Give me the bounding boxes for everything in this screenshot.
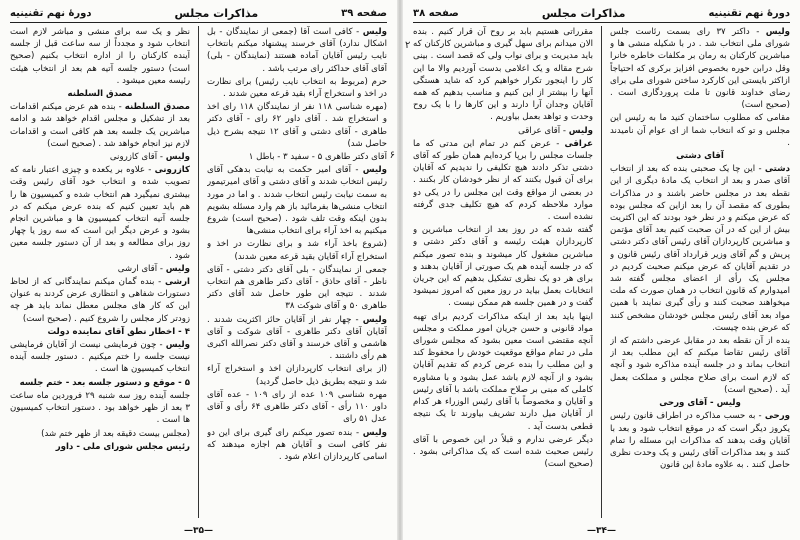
speech-text: آقای کازرونی [109,152,158,163]
transcript-paragraph [207,101,387,150]
transcript-paragraph [413,224,593,309]
speech-text: بنده گمان میکنم نمایندگانی که از لحاظ دستورات شفاهی و انتظاری عرض کردند به عنوان این که کار های مجلس معطل نماند باید هر چه زودتر کار مجلس را شروع کنیم . (صحیح است) [10,277,190,324]
transcript-paragraph [413,311,593,433]
speech-text: کافی است آقا (جمعی از نمایندگان - بل اشکال ندارد) آقای خرسند پیشنهاد میکنم بانتخاب نایب رئیس آقایان آماده هستند (نمایندگان - بلی) آقای آقای حداکثر رای مرتب باشد . [207,27,387,74]
transcript-paragraph: ولیس - آقای امیر حکمت به نیابت بدهکی آقای رئیس انتخاب شدند و آقای دشتی و آقای امیرتیمور به سمت نیابت رئیس انتخاب شدند . و اما در مورد انتخاب منشی‌ها بفرمائید باز هم وارد مسئله بشویم بدون اینکه وقت تلف شود . (صحیح است) شروع میکنیم به اخذ آراء برای انتخاب منشی‌ها [207,165,387,237]
speech-text: آقای دکتر طاهری ۵ - سفید ۳ - باطل ۱ [248,152,387,163]
speech-text: آقای عراقی [518,125,561,136]
transcript-paragraph [207,389,387,426]
speaker-name: ولیس [165,263,190,274]
speaker-heading: مصدق السلطنه [67,89,133,100]
speech-text: جلسه آینده روز سه شنبه ۲۹ فروردین ماه ساعت ۳ بعد از ظهر خواهد بود . دستور انتخاب کمیسیون ها است . [10,390,190,426]
speaker-name: ولیس [362,427,387,438]
transcript-paragraph: ولیس - بنده تصور میکنم رای گیری برای این دو نفر کافی است و آقایان هم اجازه میدهند که اسامی کارپردازان اعلام شود . [207,427,387,462]
transcript-paragraph [10,26,190,87]
right-page-title: مذاکرات مجلس [541,6,626,20]
speech-text: این چا یک صحبتی بنده که بعد از انتخاب آقای صدر و بعد از انتخاب یک مادهٔ دیگری از این نقطه بعد در مجلس حاضر باشند و در مذاکرات بطوری که مقصد آن را بعد ازاین که مجلس بوده که عرض میکنم و در نظر خود بودند که این اکثریت بیش از این که در آن صحبت کنیم بعد آقای مؤتمن و مباشرین کارپردازان آقای رئیس آقای دکتر دشتی پریش و گم آقای وزیر قرارداد آقای رئیس قانون و در تقدیم آقایان که عرض میکنم صحبت کردیم در مجلس یک رأی از اعضای مجلس گفته شد امیدوارم که قانون انتخاب در همان صورت که ملت میخواهند صحبت کنند و رأی گیری نمایند با همین مواد بعد آقای رئیس مجلس خودشان مشخص کنند که عرض بنده چیست. [610,164,790,333]
speech-text: نظر و یک سه برای منشی و مباشر لازم است انتخاب شود و مجدداً از سه ساعت قبل از جلسه آینده کارکنان را از اداره انتخاب بکنیم (صحیح است) دستور جلسه آتیه هم بعد از انتخاب هیئت رئیسه معین میشود . [10,27,190,86]
transcript-paragraph: مصدق السلطنه - بنده هم عرض میکنم اقدامات بعد از تشکیل و مجلس اقدام خواهد شد و ادامه مباشرین یک جلسه بعد هم کافی است و اقدامات لازم نیز انجام خواهد شد . (صحیح است) [10,102,190,149]
transcript-paragraph [610,335,790,396]
speaker-name: دشتی [764,164,790,175]
transcript-paragraph: کازرونی - علاوه بر یکعده و چیزی اعتبار نامه که تصویب شده و انتخاب خود آقای رئیس وقت بیشتری نمیگیرد هم انتخاب شده و کمیسیون ها را هم باید تعیین کنیم که بنده عرض میکنم که در جلسه آتیه انتخاب کمیسیون ها و مباشرین انجام بشود و عرض دیگر این است که سه روز یا چهار روز برای مطالعه و بعد از آن دستور جلسه معین شود . [10,165,190,261]
left-page-number-label: صفحه ۳۹ [341,7,387,19]
transcript-paragraph [10,428,190,440]
speech-text: مقامی که مطلوب ساختمان کنید ما به رئیس این مجلس و تو که انتخاب شما از ای عوام آن نامیدند . [610,113,790,148]
transcript-paragraph: ارشی - بنده گمان میکنم نمایندگانی که از لحاظ دستورات شفاهی و انتظاری عرض کردند به عنوان این که کار های مجلس معطل نماند باید هر چه زودتر کار مجلس را شروع کنیم . (صحیح است) [10,277,190,324]
speech-text: علاوه بر یکعده و چیزی اعتبار نامه که تصویب شده و انتخاب خود آقای رئیس وقت بیشتری نمیگیرد هم انتخاب شده و کمیسیون ها را هم باید تعیین کنیم که بنده عرض میکنم که در جلسه آتیه انتخاب کمیسیون ها و مباشرین انجام بشود و عرض دیگر این است که سه روز یا چهار روز برای مطالعه و بعد از آن دستور جلسه معین شود . [10,165,190,261]
speech-text: عرض کنم در تمام این مدتی که ما جلسات مجلس را برپا کرده‌ایم همان طور که آقای دشتی تذکر دادند هیچ تکلیفی را ندیدیم که آقایان برای آن قبول بکنند که از نظر خودشان کار بکنند . در بعضی از مواقع وقت این مجلس را در یکی دو موارد ملاحظه کردم که هیچ تکلیف جدی گرفته نشده است . [413,138,593,223]
speech-text: آقای ارشی [117,263,158,274]
speaker-name: ولیس [362,27,387,37]
speaker-heading: آقای دشتی [676,151,724,162]
left-page-margin-mark: ۶ [389,150,395,161]
right-page [403,0,800,540]
speaker-name: ولیس [165,340,190,351]
right-page-columns [413,26,790,518]
speech-text: جمعی از نمایندگان - بلی آقای دکتر دشتی - آقای ناظر - آقای حاذق - آقای دکتر طاهری هم انتخاب شدند . نتیجه این طور حاصل شد آقای دکتر طاهری ۵۰ و آقای شوکت ۳۸ [207,264,387,312]
transcript-paragraph: ولیس - داکتر ۳۷ رای بسمت رئاست جلس شورای ملی انتخاب شد . در با شکیله منشی ها و مباشرین کارکنان به رمان بر مکلفات خاطره خانرا وقل درابن حوره بخصوص افزایز برکری که احتیاجاً ازاکثر بایستی این کارکرد ساختن شورای ملی برای رضای خداوند قانون تا ملت پروردگاری است . (صحیح است) [610,27,790,111]
speaker-name: ورحی [764,411,790,422]
speaker-name: ولیس [165,152,190,163]
speech-text: بنده از آن نقطه بعد در مقابل عرضی داشتم که از آقای رئیس تقاضا میکنم که این مطلب بعد از انتخاب بماند و در جلسه آینده مذاکره شود و آنچه که لازم است برای صلاح مجلس و مملکت بعمل آید . (صحیح است) [610,336,790,395]
speaker-name: عراقی [564,138,593,149]
speech-text: مقرراتی هستیم بابد بر روح آن قرار کنیم . بنده الان میدانم برای سهل گیری و مباشرین کارکنان که باید مدیریت و برای نواب ولی که قصد است . بینی شرح مقاله و یک اعلامی بدست آوردیم والا ما این کار را اینجور تکرار خواهیم کرد که شاید هستگی آنها را بیشتر از این کنیم و مناسب بدهیم که همه آقایان وجدان آرا دارند و این کارها را با یک روح وحدت و تواهد بعمل بیاوریم . [413,27,593,123]
transcript-paragraph [10,390,190,427]
left-page-column-left [10,26,190,518]
right-page-footer: —۳۴— [587,526,616,536]
transcript-paragraph [207,264,387,313]
column-divider [198,26,199,518]
speaker-name: ولیس [362,314,387,325]
transcript-paragraph [610,112,790,149]
speech-text: دیگر عرضی ندارم و قبلاً در این خصوص با آقای رئیس صحبت شده است که یک مذاکراتی بشود . (صحیح است) [413,434,593,470]
speech-text: گفته شده که در روز بعد از انتخاب مباشرین و کارپردازان هیئت رئیسه و آقای دکتر دشتی و مباشرین مشغول کار میشوند و بنده تصور میکنم که در جلسه آینده هم یک صورتی از آقایان بدهند و برای هر دو یک نظری تشکیل بدهیم که این جریان انتخابات بعمل بیاید در روز معین که امروز نمیشود گفت و در همین جلسه هم ممکن نیست . [413,225,593,309]
speech-text: به حسب مذاکره در اطراف قانون رئیس یکروز دیگر است که در موقع انتخاب شود و بعد با آقایان وقت بدهند که مذاکرات این مسئله را تمام کنند و بعد مذاکرات آقای رئیس و یک وحدت نظری حاصل کنند . به علاوه مادهٔ این قانون [610,411,790,471]
speech-text: (از برای انتخاب کارپردازان اخذ و استخراج آراء شد و نتیجه بطریق ذیل حاصل گردید) [207,364,387,387]
speaker-name: کازرونی [154,165,190,176]
speech-text: (شروع باخذ آراء شد و برای نظارت در اخذ و استخراج آراء آقایان بقید قرعه معین شدند) [207,239,387,262]
left-page-column-right [207,26,387,518]
transcript-paragraph [413,434,593,471]
right-page-issue: دورهٔ نهم تقنینیه [708,7,790,19]
speech-text: (مهره شناسی ۱۱۸ نفر از نمایندگان ۱۱۸ رای اخذ و استخراج شد . آقای داور ۶۲ رای - آقای دکتر طاهری - آقای دشتی و آقای ۱۲ نتیجه بشرح ذیل حاصل شد) [207,102,387,149]
speech-text: آقای امیر حکمت به نیابت بدهکی آقای رئیس انتخاب شدند و آقای دشتی و آقای امیرتیمور به سمت نیابت رئیس انتخاب شدند . و اما در مورد انتخاب منشی‌ها بفرمائید باز هم وارد مسئله بشویم بدون اینکه وقت تلف شود . (صحیح است) شروع میکنیم به اخذ آراء برای انتخاب منشی‌ها [207,165,387,237]
transcript-paragraph: ولیس - آقای کازرونی [109,152,190,163]
speech-text: حرم (مربوط به انتخاب نایب رئیس) برای نظارت در اخذ و استخراج آراء بقید قرعه معین شدند . [207,76,387,100]
transcript-paragraph: ورحی - به حسب مذاکره در اطراف قانون رئیس یکروز دیگر است که در موقع انتخاب شود و بعد با آقایان وقت بدهند که مذاکرات این مسئله را تمام کنند و بعد مذاکرات آقای رئیس و یک وحدت نظری حاصل کنند . به علاوه مادهٔ این قانون [610,411,790,471]
speech-text: چون فرمایشی نیست از آقایان فرمایشی نیست جلسه را ختم میکنیم . دستور جلسه آینده انتخاب کمیسیون ها است . [10,340,190,375]
transcript-paragraph: ولیس - کافی است آقا (جمعی از نمایندگان - بل اشکال ندارد) آقای خرسند پیشنهاد میکنم بانتخاب نایب رئیس آقایان آماده هستند (نمایندگان - بلی) آقای آقای حداکثر رای مرتب باشد . [207,27,387,74]
section-title: ۴ - اخطار نطق آقای نماینده دولت [47,326,190,337]
speaker-name: مصدق السلطنه [124,102,190,113]
left-page-issue: دورهٔ نهم تقنینیه [10,7,92,19]
right-page-header [413,4,790,23]
speaker-name: ولیس [765,27,790,37]
transcript-paragraph [413,26,593,124]
left-page-header [10,4,387,23]
transcript-paragraph: دشتی - این چا یک صحبتی بنده که بعد از انتخاب آقای صدر و بعد از انتخاب یک مادهٔ دیگری از این نقطه بعد در مجلس حاضر باشند و در مذاکرات بطوری که مقصد آن را بعد ازاین که مجلس بوده که عرض میکنم و در نظر خود بودند که این اکثریت بیش از این که در آن صحبت کنیم بعد آقای مؤتمن و مباشرین کارپردازان آقای رئیس آقای دکتر دشتی پریش و گم آقای وزیر قرارداد آقای رئیس قانون و در تقدیم آقایان که عرض میکنم صحبت کردیم در مجلس یک رأی از اعضای مجلس گفته شد امیدوارم که قانون انتخاب در همان صورت که ملت میخواهند صحبت کنند و رأی گیری نمایند با همین مواد بعد آقای رئیس مجلس خودشان مشخص کنند که عرض بنده چیست. [610,164,790,333]
speaker-name: ولیس [568,125,593,136]
transcript-paragraph: عراقی - عرض کنم در تمام این مدتی که ما جلسات مجلس را برپا کرده‌ایم همان طور که آقای دشتی تذکر دادند هیچ تکلیفی را ندیدیم که آقایان برای آن قبول بکنند که از نظر خودشان کار بکنند . در بعضی از مواقع وقت این مجلس را در یکی دو موارد ملاحظه کردم که هیچ تکلیف جدی گرفته نشده است . [413,138,593,223]
right-page-column-left [413,26,593,518]
left-page-footer: —۳۵— [184,526,213,536]
speaker-heading: ولیس - آقای ورحی [659,398,741,409]
speech-text: چهار نفر از آقایان حائز اکثریت شدند . آقایان آقای دکتر طاهری - آقای شوکت و آقای هاشمی و آقای خرسند و آقای دکتر نصرالله اکبری هم رأی داشتند . [207,314,387,362]
speech-text: داکتر ۳۷ رای بسمت رئاست جلس شورای ملی انتخاب شد . در با شکیله منشی ها و مباشرین کارکنان به رمان بر مکلفات خاطره خانرا وقل درابن حوره بخصوص افزایز برکری که احتیاجاً ازاکثر بایستی این کارکرد ساختن شورای ملی برای رضای خداوند قانون تا ملت پروردگاری است . (صحیح است) [610,27,790,111]
speech-text: اینها باید بعد از اینکه مذاکرات کردیم برای تهیه مواد قانونی و حسن جریان امور مملکت و مجلس آنچه مقتضی است معین بشود که مجلس شورای ملی در تمام مواقع موقعیت خودش را محفوظ کند و این مطلب را بنده عرض کردم که تقدیم آقایان بشود و از آنچه لازم باشد عمل بشود و با مشاوره کاملی که مبنی بر صلاح مملکت باشد با آقای رئیس و آقایان و مخصوصاً با آقای رئیس الوزراء هر کدام از آقایان میل دارند تشریف بیاورند تا یک نتیجه قطعی بدست آید . [413,311,593,432]
column-divider [601,26,602,518]
transcript-paragraph [207,363,387,387]
section-title: رئیس مجلس شورای ملی - داور [55,441,190,452]
right-page-column-right [610,26,790,518]
transcript-paragraph [207,76,387,100]
speaker-name: ارشی [164,277,190,288]
speaker-name: ولیس [362,165,387,176]
transcript-paragraph: ولیس - آقای عراقی [518,125,593,136]
transcript-paragraph: ولیس - آقای ارشی [117,263,190,274]
speech-text: بنده تصور میکنم رای گیری برای این دو نفر کافی است و آقایان هم اجازه میدهند که اسامی کارپردازان اعلام شود . [207,427,387,462]
right-page-margin-mark: ۲ [405,40,411,51]
speech-text: مهره شناسی ۱۰۹ عده از رای ۱۰۹ - عده آقای داور ۱۱۰ رأی - آقای دکتر طاهری ۶۴ رأی و آقای عدل ۵۱ رای [207,389,387,425]
left-page [0,0,397,540]
transcript-paragraph [207,238,387,262]
left-page-title: مذاکرات مجلس [174,6,259,20]
transcript-paragraph: ولیس - چون فرمایشی نیست از آقایان فرمایشی نیست جلسه را ختم میکنیم . دستور جلسه آینده انتخاب کمیسیون ها است . [10,340,190,375]
speech-text: (مجلس بیست دقیقه بعد از ظهر ختم شد) [41,428,190,439]
left-page-columns [10,26,387,518]
section-title: ۵ - موقع و دستور جلسه بعد - ختم جلسه [19,377,190,388]
right-page-number-label: صفحه ۳۸ [413,7,459,19]
speech-text: بنده هم عرض میکنم اقدامات بعد از تشکیل و مجلس اقدام خواهد شد و ادامه مباشرین یک جلسه بعد هم کافی است و اقدامات لازم نیز انجام خواهد شد . (صحیح است) [10,102,190,149]
transcript-paragraph [207,151,387,163]
transcript-paragraph: ولیس - چهار نفر از آقایان حائز اکثریت شدند . آقایان آقای دکتر طاهری - آقای شوکت و آقای هاشمی و آقای خرسند و آقای دکتر نصرالله اکبری هم رأی داشتند . [207,314,387,362]
